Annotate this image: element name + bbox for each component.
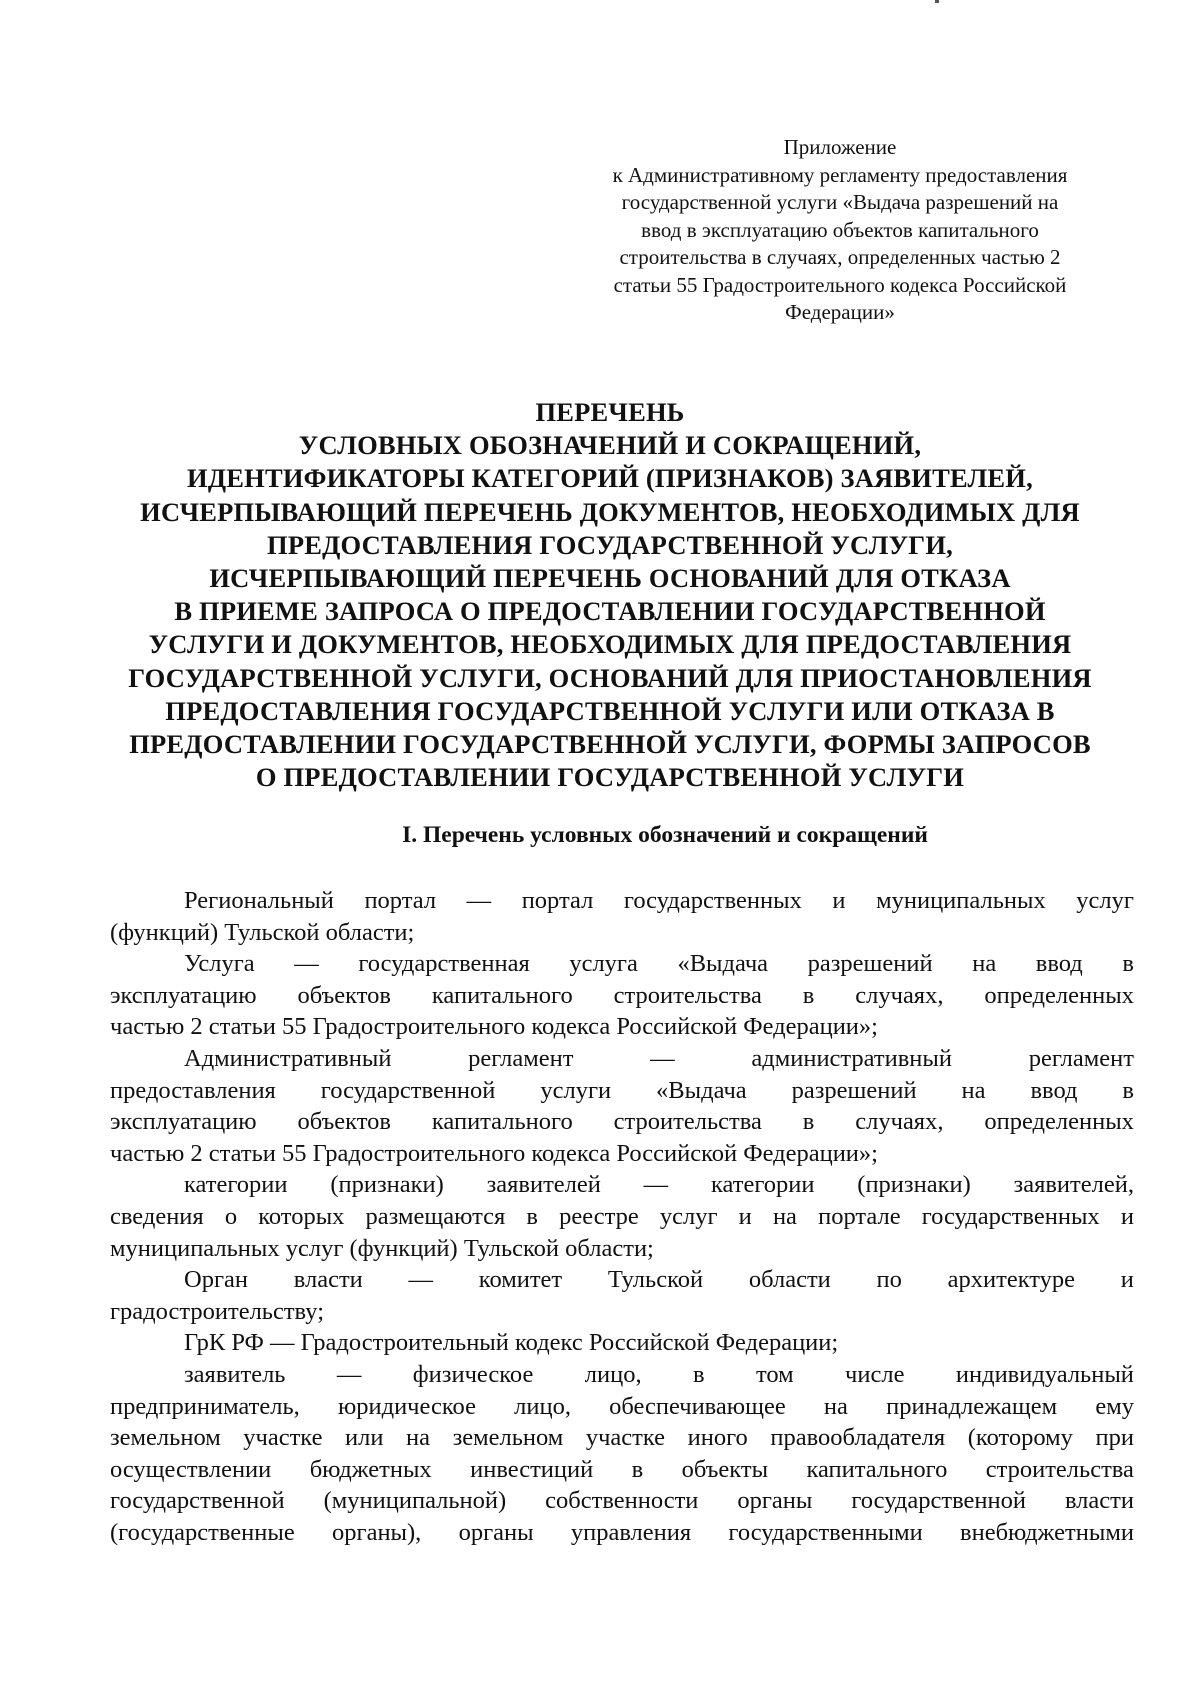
word: регламент xyxy=(468,1044,574,1072)
word: иного xyxy=(687,1424,748,1452)
body-line xyxy=(110,1106,1134,1138)
word: власти xyxy=(1064,1487,1134,1515)
word: размещаются xyxy=(365,1202,506,1230)
scan-mark xyxy=(935,0,939,3)
title-line: ПРЕДОСТАВЛЕНИЯ ГОСУДАРСТВЕННОЙ УСЛУГИ ИЛИ ОТКАЗА В xyxy=(165,695,1055,726)
word: строительства xyxy=(613,1108,762,1136)
word: случаях, xyxy=(855,981,944,1009)
word: «Выдача xyxy=(656,1076,747,1104)
word: регламент xyxy=(1028,1044,1134,1072)
word: — xyxy=(650,1044,675,1072)
word: при xyxy=(1095,1424,1134,1452)
word: капитального xyxy=(431,981,573,1009)
appendix-line: Приложение xyxy=(783,135,897,159)
word: государственной xyxy=(851,1487,1026,1515)
word: числе xyxy=(845,1360,905,1388)
word: государственными xyxy=(728,1518,923,1546)
word: услуг xyxy=(1076,887,1134,914)
word: государственных xyxy=(921,1202,1100,1230)
title-line: ИСЧЕРПЫВАЮЩИЙ ПЕРЕЧЕНЬ ОСНОВАНИЙ ДЛЯ ОТКАЗА xyxy=(209,563,1011,594)
word: и xyxy=(1120,1202,1134,1230)
word: инвестиций xyxy=(470,1455,594,1483)
appendix-line: к Административному регламенту предоставления xyxy=(612,162,1068,187)
word: портал xyxy=(364,887,437,914)
body-line xyxy=(110,1517,1134,1549)
body-line xyxy=(110,1422,1134,1454)
title-line: ГОСУДАРСТВЕННОЙ УСЛУГИ, ОСНОВАНИЙ ДЛЯ ПРИОСТАНОВЛЕНИЯ xyxy=(128,662,1092,693)
body-line xyxy=(110,1485,1134,1517)
word: в xyxy=(1122,1076,1134,1104)
word: комитет xyxy=(478,1266,563,1294)
body-line xyxy=(110,1043,1134,1075)
body-line xyxy=(110,1454,1134,1486)
word: строительства xyxy=(985,1455,1134,1483)
word: на xyxy=(772,1202,797,1230)
word: заявитель xyxy=(184,1360,286,1388)
word: (которому xyxy=(967,1424,1073,1452)
word: портал xyxy=(521,887,594,914)
word: правообладателя xyxy=(770,1424,946,1452)
body-text xyxy=(110,885,1134,1548)
word: Услуга xyxy=(184,950,255,978)
word: лицо, xyxy=(584,1360,642,1388)
word: и xyxy=(738,1202,752,1230)
word: — xyxy=(294,950,319,978)
title-line: УСЛОВНЫХ ОБОЗНАЧЕНИЙ И СОКРАЩЕНИЙ, xyxy=(298,430,922,461)
word: — xyxy=(408,1266,434,1294)
word: (муниципальной) xyxy=(323,1487,507,1515)
title-line: ПЕРЕЧЕНЬ xyxy=(535,397,685,427)
word: в xyxy=(526,1202,538,1230)
word: объектов xyxy=(297,1108,391,1136)
word: эксплуатацию xyxy=(110,981,257,1009)
word: внебюджетными xyxy=(960,1518,1134,1546)
word: заявителей, xyxy=(1013,1171,1134,1199)
word: государственных xyxy=(623,887,802,914)
word: капитального xyxy=(431,1108,573,1136)
word: заявителей xyxy=(486,1171,601,1199)
word: (признаки) xyxy=(330,1171,444,1199)
word: земельном xyxy=(452,1424,564,1452)
body-line xyxy=(110,980,1134,1012)
word: органы xyxy=(458,1518,534,1546)
word: в xyxy=(692,1360,705,1388)
word: бюджетных xyxy=(309,1455,432,1483)
word: определенных xyxy=(984,1108,1134,1136)
appendix-line: государственной услуги «Выдача разрешений на xyxy=(621,190,1059,214)
word: области xyxy=(748,1266,831,1294)
word: на xyxy=(406,1424,431,1452)
word: разрешений xyxy=(791,1076,917,1104)
word: ввод xyxy=(1030,1076,1078,1104)
body-line xyxy=(110,1391,1134,1423)
word: реестре xyxy=(559,1202,639,1230)
body-line xyxy=(110,885,1134,917)
word: физическое xyxy=(412,1360,534,1388)
word: объекты xyxy=(681,1455,769,1483)
title-line: ИСЧЕРПЫВАЮЩИЙ ПЕРЕЧЕНЬ ДОКУМЕНТОВ, НЕОБХОДИМЫХ ДЛЯ xyxy=(140,496,1080,527)
word: юридическое xyxy=(337,1392,476,1420)
word: которых xyxy=(258,1202,345,1230)
word: государственной xyxy=(110,1487,285,1515)
word: по xyxy=(876,1266,902,1294)
word: на xyxy=(823,1392,848,1420)
word: органы), xyxy=(332,1518,422,1546)
section-heading: I. Перечень условных обозначений и сокращений xyxy=(402,822,928,848)
word: в xyxy=(802,981,815,1009)
word: предоставления xyxy=(110,1076,276,1104)
word: Тульской xyxy=(607,1266,704,1294)
body-line: частью 2 статьи 55 Градостроительного кодекса Российской Федерации»; xyxy=(110,1013,878,1041)
word: лицо, xyxy=(514,1392,571,1420)
body-line: муниципальных услуг (функций) Тульской области; xyxy=(110,1234,654,1262)
word: (государственные xyxy=(110,1518,295,1546)
word: и xyxy=(1120,1266,1134,1294)
word: Административный xyxy=(184,1044,392,1072)
title-line: ПРЕДОСТАВЛЕНИЯ ГОСУДАРСТВЕННОЙ УСЛУГИ, xyxy=(267,529,953,560)
word: на xyxy=(961,1076,986,1104)
word: том xyxy=(755,1360,794,1388)
word: ввод xyxy=(1035,950,1083,978)
word: «Выдача xyxy=(677,950,769,978)
word: категории xyxy=(710,1171,815,1199)
word: индивидуальный xyxy=(955,1360,1134,1388)
word: принадлежащем xyxy=(886,1392,1058,1420)
title-line: ПРЕДОСТАВЛЕНИИ ГОСУДАРСТВЕННОЙ УСЛУГИ, ФОРМЫ ЗАПРОСОВ xyxy=(129,729,1091,760)
word: случаях, xyxy=(855,1108,944,1136)
word: муниципальных xyxy=(876,887,1046,914)
word: услуги xyxy=(540,1076,612,1104)
word: Орган xyxy=(184,1266,248,1294)
word: архитектуре xyxy=(947,1266,1076,1294)
word: услуга xyxy=(569,950,638,978)
title-line: О ПРЕДОСТАВЛЕНИИ ГОСУДАРСТВЕННОЙ УСЛУГИ xyxy=(255,762,965,793)
word: — xyxy=(466,887,492,914)
body-line xyxy=(110,1075,1134,1107)
word: определенных xyxy=(984,981,1134,1009)
body-line xyxy=(110,1264,1134,1296)
word: портале xyxy=(818,1202,901,1230)
appendix-line: ввод в эксплуатацию объектов капитального xyxy=(641,217,1039,242)
word: — xyxy=(643,1171,669,1199)
appendix-line: строительства в случаях, определенных частью 2 xyxy=(619,245,1061,269)
word: и xyxy=(832,887,846,914)
word: участке xyxy=(585,1424,666,1452)
document-title xyxy=(90,396,1130,794)
appendix-line: Федерации» xyxy=(785,300,895,324)
title-line: УСЛУГИ И ДОКУМЕНТОВ, НЕОБХОДИМЫХ ДЛЯ ПРЕДОСТАВЛЕНИЯ xyxy=(148,629,1072,660)
word: на xyxy=(972,950,997,978)
word: объектов xyxy=(297,981,391,1009)
body-line: градостроительству; xyxy=(110,1297,325,1325)
body-line: частью 2 статьи 55 Градостроительного кодекса Российской Федерации»; xyxy=(110,1139,878,1167)
word: о xyxy=(224,1202,238,1230)
word: Региональный xyxy=(184,887,334,914)
body-line xyxy=(110,948,1134,980)
word: собственности xyxy=(545,1487,699,1515)
word: строительства xyxy=(613,981,762,1009)
word: управления xyxy=(570,1518,692,1546)
word: или xyxy=(345,1424,384,1452)
word: государственная xyxy=(358,950,530,978)
title-line: В ПРИЕМЕ ЗАПРОСА О ПРЕДОСТАВЛЕНИИ ГОСУДАРСТВЕННОЙ xyxy=(174,596,1046,627)
word: ему xyxy=(1095,1392,1134,1420)
word: органы xyxy=(737,1487,813,1515)
word: в xyxy=(631,1455,644,1483)
word: осуществлении xyxy=(110,1455,272,1483)
body-line: ГрК РФ — Градостроительный кодекс Российской Федерации; xyxy=(184,1329,839,1357)
word: в xyxy=(1122,950,1134,978)
word: административный xyxy=(751,1044,952,1072)
word: участке xyxy=(243,1424,323,1452)
word: — xyxy=(336,1360,362,1388)
word: власти xyxy=(293,1266,363,1294)
body-line xyxy=(110,1169,1134,1201)
appendix-block xyxy=(570,134,1110,327)
word: государственной xyxy=(320,1076,496,1104)
word: разрешений xyxy=(807,950,933,978)
word: сведения xyxy=(110,1202,204,1230)
title-line: ИДЕНТИФИКАТОРЫ КАТЕГОРИЙ (ПРИЗНАКОВ) ЗАЯВИТЕЛЕЙ, xyxy=(187,463,1033,494)
word: категории xyxy=(184,1171,288,1199)
word: (признаки) xyxy=(857,1171,971,1199)
word: обеспечивающее xyxy=(609,1392,786,1420)
body-line xyxy=(110,1201,1134,1233)
word: земельном xyxy=(110,1424,221,1452)
word: услуг xyxy=(659,1202,718,1230)
appendix-line: статьи 55 Градостроительного кодекса Российской xyxy=(613,272,1067,297)
body-line xyxy=(110,1359,1134,1391)
word: капитального xyxy=(806,1455,948,1483)
word: предприниматель, xyxy=(110,1392,300,1420)
word: эксплуатацию xyxy=(110,1108,257,1136)
word: в xyxy=(802,1108,815,1136)
body-line: (функций) Тульской области; xyxy=(110,918,415,946)
